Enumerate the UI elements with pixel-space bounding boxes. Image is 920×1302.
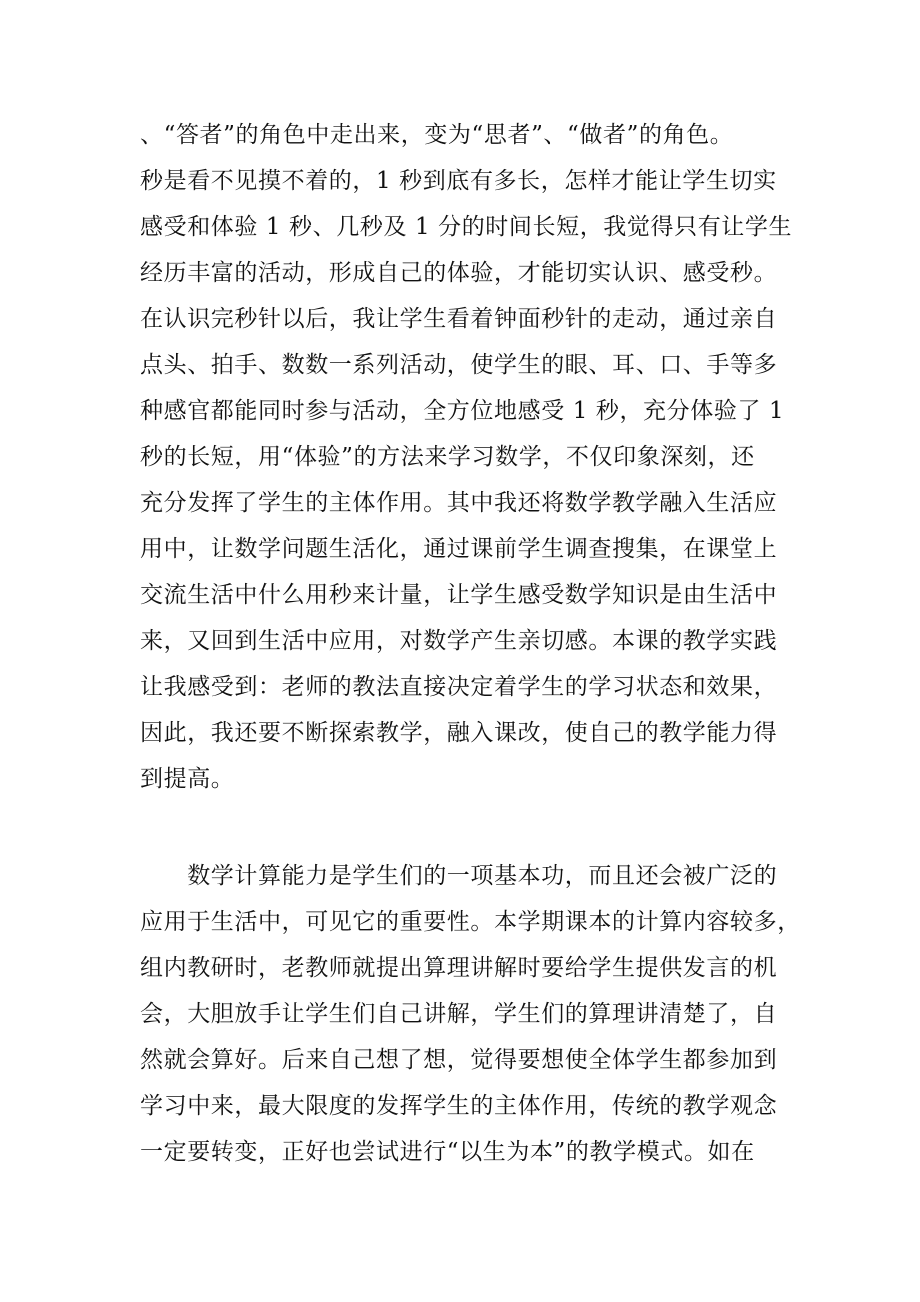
paragraph-line: 学习中来，最大限度的发挥学生的主体作用，传统的教学观念 xyxy=(140,1093,778,1119)
paragraph-line: 种感官都能同时参与活动，全方位地感受 1 秒，充分体验了 1 xyxy=(140,398,785,424)
paragraph-line: 、“答者”的角色中走出来，变为“思者”、“做者”的角色。 xyxy=(140,122,734,148)
paragraph-line: 点头、拍手、数数一系列活动，使学生的眼、耳、口、手等多 xyxy=(140,352,778,378)
paragraph-line: 让我感受到：老师的教法直接决定着学生的学习状态和效果， xyxy=(140,674,778,700)
paragraph-line: 交流生活中什么用秒来计量，让学生感受数学知识是由生活中 xyxy=(140,582,778,608)
paragraph-line: 在认识完秒针以后，我让学生看着钟面秒针的走动，通过亲自 xyxy=(140,306,778,332)
paragraph-line: 然就会算好。后来自己想了想，觉得要想使全体学生都参加到 xyxy=(140,1047,778,1073)
paragraph-line: 数学计算能力是学生们的一项基本功，而且还会被广泛的 xyxy=(140,863,778,889)
paragraph-line: 组内教研时，老教师就提出算理讲解时要给学生提供发言的机 xyxy=(140,955,778,981)
paragraph-line: 一定要转变，正好也尝试进行“以生为本”的教学模式。如在 xyxy=(140,1139,755,1165)
paragraph-line: 应用于生活中，可见它的重要性。本学期课本的计算内容较多， xyxy=(140,909,801,935)
paragraph-line: 充分发挥了学生的主体作用。其中我还将数学教学融入生活应 xyxy=(140,490,778,516)
paragraph-line: 秒是看不见摸不着的，1 秒到底有多长，怎样才能让学生切实 xyxy=(140,168,777,194)
paragraph-line: 因此，我还要不断探索教学，融入课改，使自己的教学能力得 xyxy=(140,720,778,746)
paragraph-line: 用中，让数学问题生活化，通过课前学生调查搜集，在课堂上 xyxy=(140,536,778,562)
paragraph-2 xyxy=(140,853,801,1175)
paragraph-1 xyxy=(140,112,793,802)
paragraph-line: 秒的长短，用“体验”的方法来学习数学，不仅印象深刻，还 xyxy=(140,444,755,470)
paragraph-line: 感受和体验 1 秒、几秒及 1 分的时间长短，我觉得只有让学生 xyxy=(140,214,793,240)
paragraph-line: 会，大胆放手让学生们自己讲解，学生们的算理讲清楚了，自 xyxy=(140,1001,778,1027)
paragraph-line: 经历丰富的活动，形成自己的体验，才能切实认识、感受秒。 xyxy=(140,260,778,286)
paragraph-line: 到提高。 xyxy=(140,766,235,792)
paragraph-line: 来，又回到生活中应用，对数学产生亲切感。本课的教学实践 xyxy=(140,628,778,654)
